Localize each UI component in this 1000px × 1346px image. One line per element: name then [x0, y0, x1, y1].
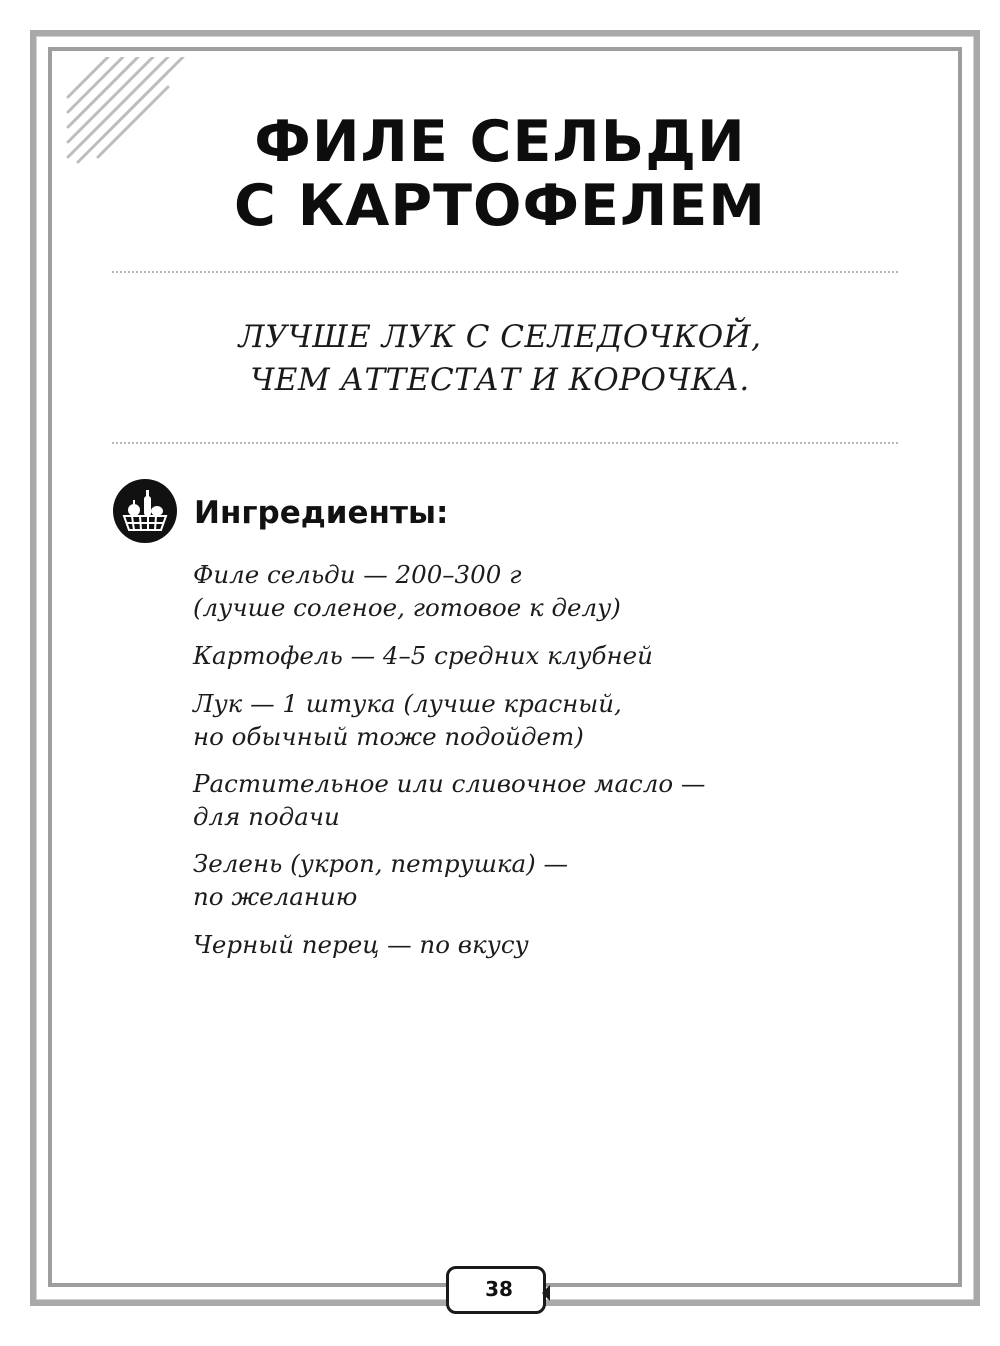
ingredients-heading: Ингредиенты: [194, 495, 449, 531]
ingredient-item [193, 767, 705, 833]
page-number: 38 [485, 1277, 513, 1301]
ingredient-line: по желанию [193, 882, 358, 911]
epigraph-line-1: ЛУЧШЕ ЛУК С СЕЛЕДОЧКОЙ, [238, 319, 762, 355]
recipe-title-line-2: С КАРТОФЕЛЕМ [234, 173, 766, 239]
basket-icon [112, 478, 178, 544]
ingredient-line: (лучше соленое, готовое к делу) [193, 593, 621, 622]
ingredient-item [193, 558, 621, 624]
epigraph-line-2: ЧЕМ АТТЕСТАТ И КОРОЧКА. [250, 362, 750, 398]
page-number-tab [446, 1266, 546, 1314]
ingredient-item [193, 847, 568, 913]
ingredient-line: Растительное или сливочное масло — [193, 769, 706, 798]
ingredient-line: Зелень (укроп, петрушка) — [193, 849, 569, 878]
ingredient-line: Филе сельди — 200–300 г [193, 560, 522, 589]
recipe-title-line-1: ФИЛЕ СЕЛЬДИ [254, 109, 746, 175]
tab-arrow-icon [542, 1285, 550, 1301]
ingredient-item [193, 639, 653, 672]
ingredient-line: но обычный тоже подойдет) [193, 722, 584, 751]
ingredient-item [193, 687, 622, 753]
ingredient-line: Черный перец — по вкусу [193, 930, 529, 959]
ingredient-item [193, 928, 529, 961]
ingredient-line: для подачи [193, 802, 340, 831]
ingredient-line: Лук — 1 штука (лучше красный, [193, 689, 622, 718]
divider-bottom [112, 442, 898, 444]
ingredient-line: Картофель — 4–5 средних клубней [193, 641, 653, 670]
divider-top [112, 271, 898, 273]
